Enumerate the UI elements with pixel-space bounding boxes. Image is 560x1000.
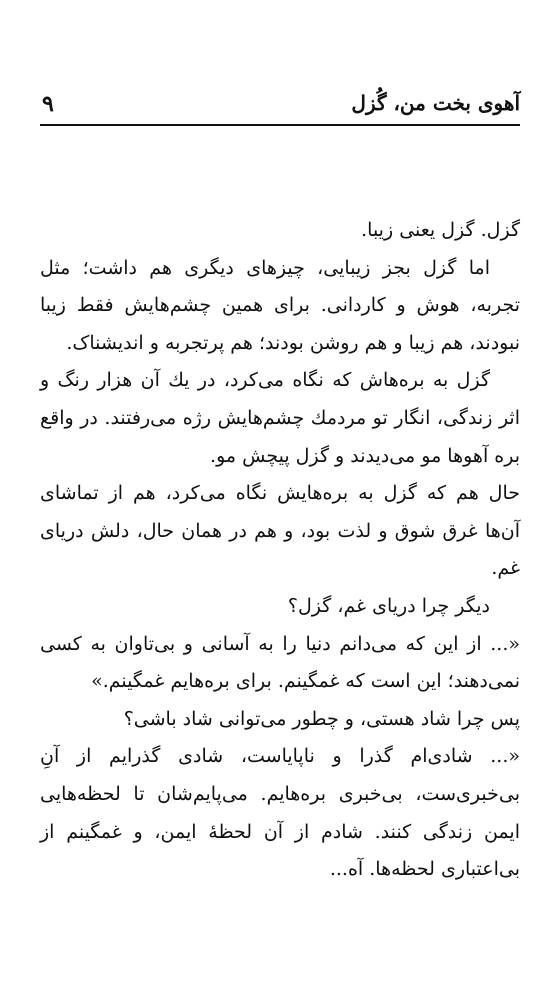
running-head — [40, 88, 520, 124]
paragraph-2: اما گزل بجز زیبایی، چیزهای دیگری هم داشت؛ مثل تجربه، هوش و کاردانی. برای همین چشم‌هایش فقط زیبا نبودند، هم زیبا و هم روشن بودند؛ هم پرتجربه و اندیشناک. — [40, 256, 520, 354]
paragraph-3: گزل به بره‌هاش که نگاه می‌کرد، در یك آن هزار رنگ و اثر زندگی، انگار تو مردمك چشم‌هایش رژه می‌رفتند. در واقع بره آهوها مو می‌دیدند و گزل پیچش مو. — [40, 369, 521, 467]
paragraph-6: «... از این که می‌دانم دنیا را به آسانی و بی‌تاوان به کسی نمی‌دهند؛ این است که غمگینم. برای بره‌هایم غمگینم.» — [40, 632, 520, 693]
paragraph-5: دیگر چرا دریای غم، گزل؟ — [287, 594, 490, 617]
running-title: آهوی بخت من، گُزل — [351, 91, 520, 115]
header-rule — [40, 124, 520, 126]
page-number: ۹ — [42, 91, 54, 117]
paragraph-8: «... شادی‌ام گذرا و ناپایاست، شادی گذرایم از آنِ بی‌خبری‌ست، بی‌خبری بره‌هایم. می‌پایم‌شان تا لحظه‌هایی ایمن زندگی کنند. شادم از آن لحظهٔ ایمن، و غمگینم از بی‌اعتباری لحظه‌ها. آه... — [40, 745, 520, 881]
paragraph-7: پس چرا شاد هستی، و چطور می‌توانی شاد باشی؟ — [123, 707, 520, 730]
paragraph-1: گزل. گزل یعنی زیبا. — [361, 219, 520, 241]
paragraph-4: حال هم که گزل به بره‌هایش نگاه می‌کرد، هم از تماشای آن‌ها غرق شوق و لذت بود، و هم در همان حال، دلش دریای غم. — [40, 482, 520, 580]
body-text — [40, 212, 520, 889]
